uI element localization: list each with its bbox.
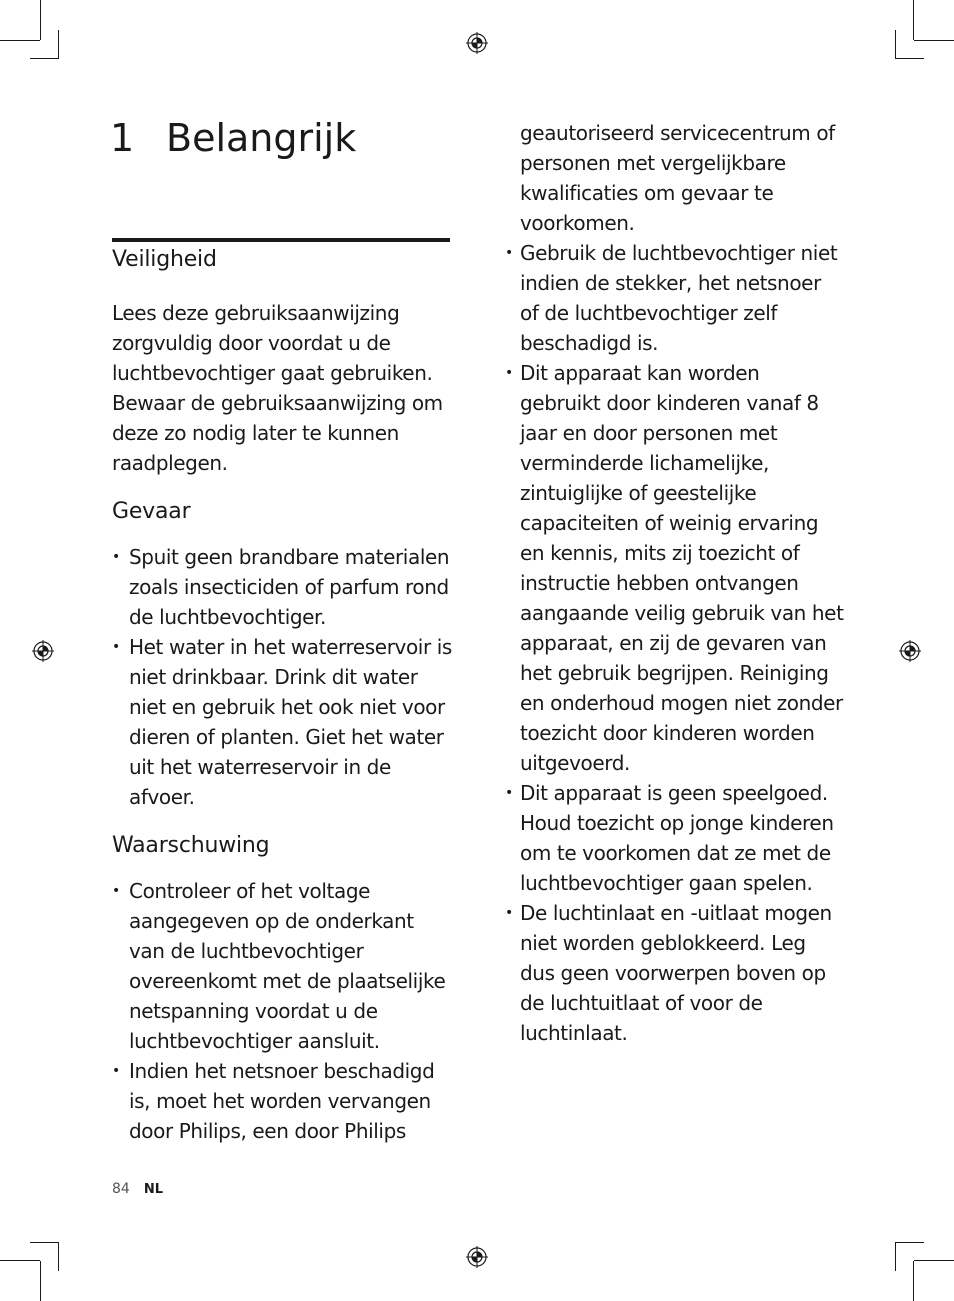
list-item — [505, 898, 845, 1048]
list-item-text: Dit apparaat kan worden gebruikt door kinderen vanaf 8 jaar en door personen met verminderde lichamelijke, zintuiglijke of geestelijke capaciteiten of weinig ervaring en kennis, mits zij toezicht of instructie hebben ontvangen aangaande veilig gebruik van het apparaat, en zij de gevaren van het gebruik begrijpen. Reiniging en onderhoud mogen niet zonder toezicht door kinderen worden uitgevoerd. — [520, 361, 844, 775]
list-item — [112, 542, 452, 632]
crop-mark — [896, 1242, 924, 1243]
crop-mark — [913, 1261, 914, 1301]
list-item-text: Dit apparaat is geen speelgoed. Houd toezicht op jonge kinderen om te voorkomen dat ze met de luchtbevochtiger gaan spelen. — [520, 781, 834, 895]
chapter-title-text: Belangrijk — [166, 116, 357, 160]
crop-mark — [58, 1242, 59, 1271]
list-item-text: Gebruik de luchtbevochtiger niet indien de stekker, het netsnoer of de luchtbevochtiger zelf beschadigd is. — [520, 241, 838, 355]
list-item — [112, 1056, 452, 1146]
right-column — [505, 118, 845, 1048]
safety-intro: Lees deze gebruiksaanwijzing zorgvuldig door voordat u de luchtbevochtiger gaat gebruiken. Bewaar de gebruiksaanwijzing om deze zo nodig later te kunnen raadplegen. — [112, 301, 443, 475]
language-code: NL — [143, 1182, 163, 1197]
crop-mark — [914, 40, 954, 41]
list-item-text: Spuit geen brandbare materialen zoals insecticiden of parfum rond de luchtbevochtiger. — [129, 545, 450, 629]
bullet-icon: • — [112, 883, 120, 899]
registration-mark-icon — [899, 640, 921, 662]
crop-mark — [0, 40, 40, 41]
bullet-icon: • — [505, 905, 513, 921]
crop-mark — [913, 0, 914, 40]
bullet-icon: • — [112, 549, 120, 565]
crop-mark — [895, 30, 896, 59]
crop-mark — [0, 1260, 40, 1261]
bullet-icon: • — [112, 1063, 120, 1079]
left-column — [112, 244, 452, 1146]
list-item — [112, 876, 452, 1056]
bullet-icon: • — [505, 245, 513, 261]
list-item — [505, 358, 845, 778]
list-item-continuation: geautoriseerd servicecentrum of personen met vergelijkbare kwalificaties om gevaar te voorkomen. — [520, 121, 835, 235]
list-item-text: Het water in het waterreservoir is niet drinkbaar. Drink dit water niet en gebruik het ook niet voor dieren of planten. Giet het water uit het waterreservoir in de afvoer. — [129, 635, 452, 809]
crop-mark — [895, 1242, 896, 1271]
list-item — [112, 632, 452, 812]
warning-list — [112, 876, 452, 1146]
warning-list-continued — [505, 238, 845, 1048]
crop-mark — [914, 1260, 954, 1261]
registration-mark-icon — [466, 32, 488, 54]
page-number: 84 — [112, 1181, 130, 1197]
registration-mark-icon — [466, 1246, 488, 1268]
bullet-icon: • — [505, 785, 513, 801]
chapter-number: 1 — [110, 116, 135, 160]
danger-list — [112, 542, 452, 812]
page-footer — [112, 1180, 163, 1199]
section-rule — [112, 238, 450, 242]
registration-mark-icon — [32, 640, 54, 662]
warning-heading: Waarschuwing — [112, 833, 270, 858]
crop-mark — [58, 30, 59, 59]
list-item-text: De luchtinlaat en -uitlaat mogen niet worden geblokkeerd. Leg dus geen voorwerpen boven op de luchtuitlaat of voor de luchtinlaat. — [520, 901, 832, 1045]
list-item-text: Indien het netsnoer beschadigd is, moet het worden vervangen door Philips, een door Philips — [129, 1059, 435, 1143]
crop-mark — [30, 58, 58, 59]
bullet-icon: • — [112, 639, 120, 655]
chapter-title — [110, 110, 356, 166]
list-item — [505, 238, 845, 358]
crop-mark — [896, 58, 924, 59]
crop-mark — [40, 1261, 41, 1301]
list-item — [505, 778, 845, 898]
safety-heading: Veiligheid — [112, 247, 217, 272]
danger-heading: Gevaar — [112, 499, 191, 524]
bullet-icon: • — [505, 365, 513, 381]
crop-mark — [30, 1242, 58, 1243]
list-item-text: Controleer of het voltage aangegeven op de onderkant van de luchtbevochtiger overeenkomt met de plaatselijke netspanning voordat u de luchtbevochtiger aansluit. — [129, 879, 446, 1053]
crop-mark — [40, 0, 41, 40]
